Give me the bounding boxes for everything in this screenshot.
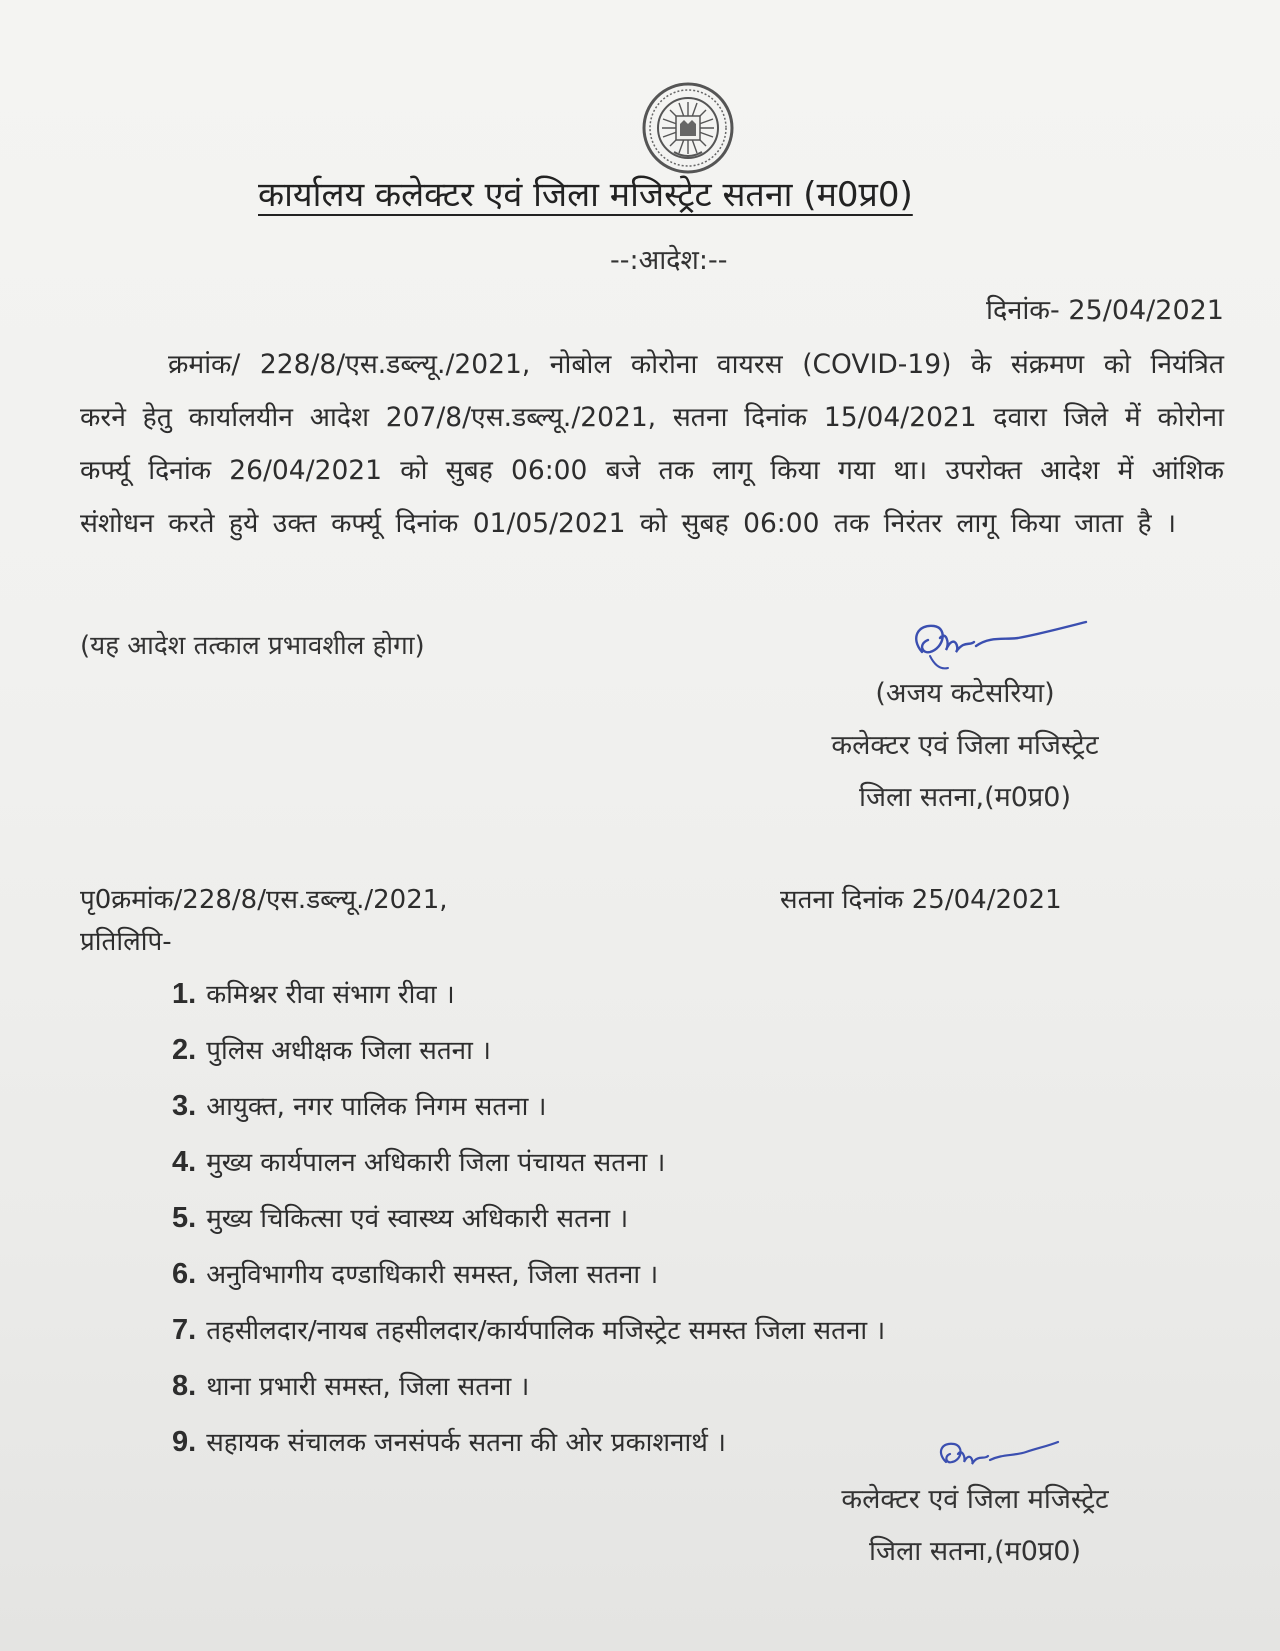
list-item-number: 1. xyxy=(172,978,197,1010)
list-item xyxy=(172,1087,885,1143)
endorsement-district: जिला सतना,(म0प्र0) xyxy=(868,1536,1082,1567)
endorsement-ref-number: पृ0क्रमांक/228/8/एस.डब्ल्यू./2021, xyxy=(80,885,448,915)
recipient-list xyxy=(172,975,885,1479)
signatory-designation: कलेक्टर एवं जिला मजिस्ट्रेट xyxy=(831,730,1099,761)
list-item xyxy=(172,975,885,1031)
list-item-text: सहायक संचालक जनसंपर्क सतना की ओर प्रकाशनार्थ । xyxy=(206,1428,726,1458)
list-item-text: पुलिस अधीक्षक जिला सतना । xyxy=(206,1036,491,1066)
order-body: क्रमांक/ 228/8/एस.डब्ल्यू./2021, नोबोल कोरोना वायरस (COVID-19) के संक्रमण को नियंत्रित करने हेतु कार्यालयीन आदेश 207/8/एस.डब्ल्यू./2021, सतना दिनांक 15/04/2021 दवारा जिले में कोरोना कर्फ्यू दिनांक 26/04/2021 को सुबह 06:00 बजे तक लागू किया गया था। उपरोक्त आदेश में आंशिक संशोधन करते हुये उक्त कर्फ्यू दिनांक 01/05/2021 को सुबह 06:00 तक निरंतर लागू किया जाता है । xyxy=(80,349,1224,539)
list-item xyxy=(172,1143,885,1199)
effect-note: (यह आदेश तत्काल प्रभावशील होगा) xyxy=(80,631,425,661)
list-item xyxy=(172,1311,885,1367)
list-item-text: मुख्य कार्यपालन अधिकारी जिला पंचायत सतना । xyxy=(206,1148,666,1178)
list-item-text: अनुविभागीय दण्डाधिकारी समस्त, जिला सतना । xyxy=(206,1260,659,1290)
list-item xyxy=(172,1423,885,1479)
office-title: कार्यालय कलेक्टर एवं जिला मजिस्ट्रेट सतना (म0प्र0) xyxy=(258,175,913,215)
list-item-number: 8. xyxy=(172,1370,197,1402)
list-item xyxy=(172,1199,885,1255)
list-item-text: कमिश्नर रीवा संभाग रीवा । xyxy=(206,980,455,1010)
madhya-pradesh-emblem-icon xyxy=(640,80,736,176)
endorsement-designation: कलेक्टर एवं जिला मजिस्ट्रेट xyxy=(841,1484,1109,1515)
signatory-district: जिला सतना,(म0प्र0) xyxy=(858,782,1072,813)
list-item xyxy=(172,1255,885,1311)
signatory-name: (अजय कटेसरिया) xyxy=(875,678,1055,709)
list-item-number: 7. xyxy=(172,1314,197,1346)
list-item-number: 9. xyxy=(172,1426,197,1458)
list-item-number: 3. xyxy=(172,1090,197,1122)
list-item-number: 5. xyxy=(172,1202,197,1234)
order-date: दिनांक- 25/04/2021 xyxy=(986,295,1224,326)
list-item-number: 6. xyxy=(172,1258,197,1290)
list-item-text: आयुक्त, नगर पालिक निगम सतना । xyxy=(206,1092,547,1122)
signatory-block xyxy=(800,668,1130,824)
endorsement-ref-date: सतना दिनांक 25/04/2021 xyxy=(780,885,1062,915)
order-label: --:आदेश:-- xyxy=(610,245,728,276)
copy-label: प्रतिलिपि- xyxy=(80,927,172,957)
list-item xyxy=(172,1367,885,1423)
list-item-text: थाना प्रभारी समस्त, जिला सतना । xyxy=(206,1372,530,1402)
list-item-number: 4. xyxy=(172,1146,197,1178)
list-item xyxy=(172,1031,885,1087)
list-item-text: तहसीलदार/नायब तहसीलदार/कार्यपालिक मजिस्ट्रेट समस्त जिला सतना । xyxy=(206,1316,886,1346)
list-item-number: 2. xyxy=(172,1034,197,1066)
list-item-text: मुख्य चिकित्सा एवं स्वास्थ्य अधिकारी सतना । xyxy=(206,1204,629,1234)
endorsement-signatory-block xyxy=(795,1474,1155,1578)
